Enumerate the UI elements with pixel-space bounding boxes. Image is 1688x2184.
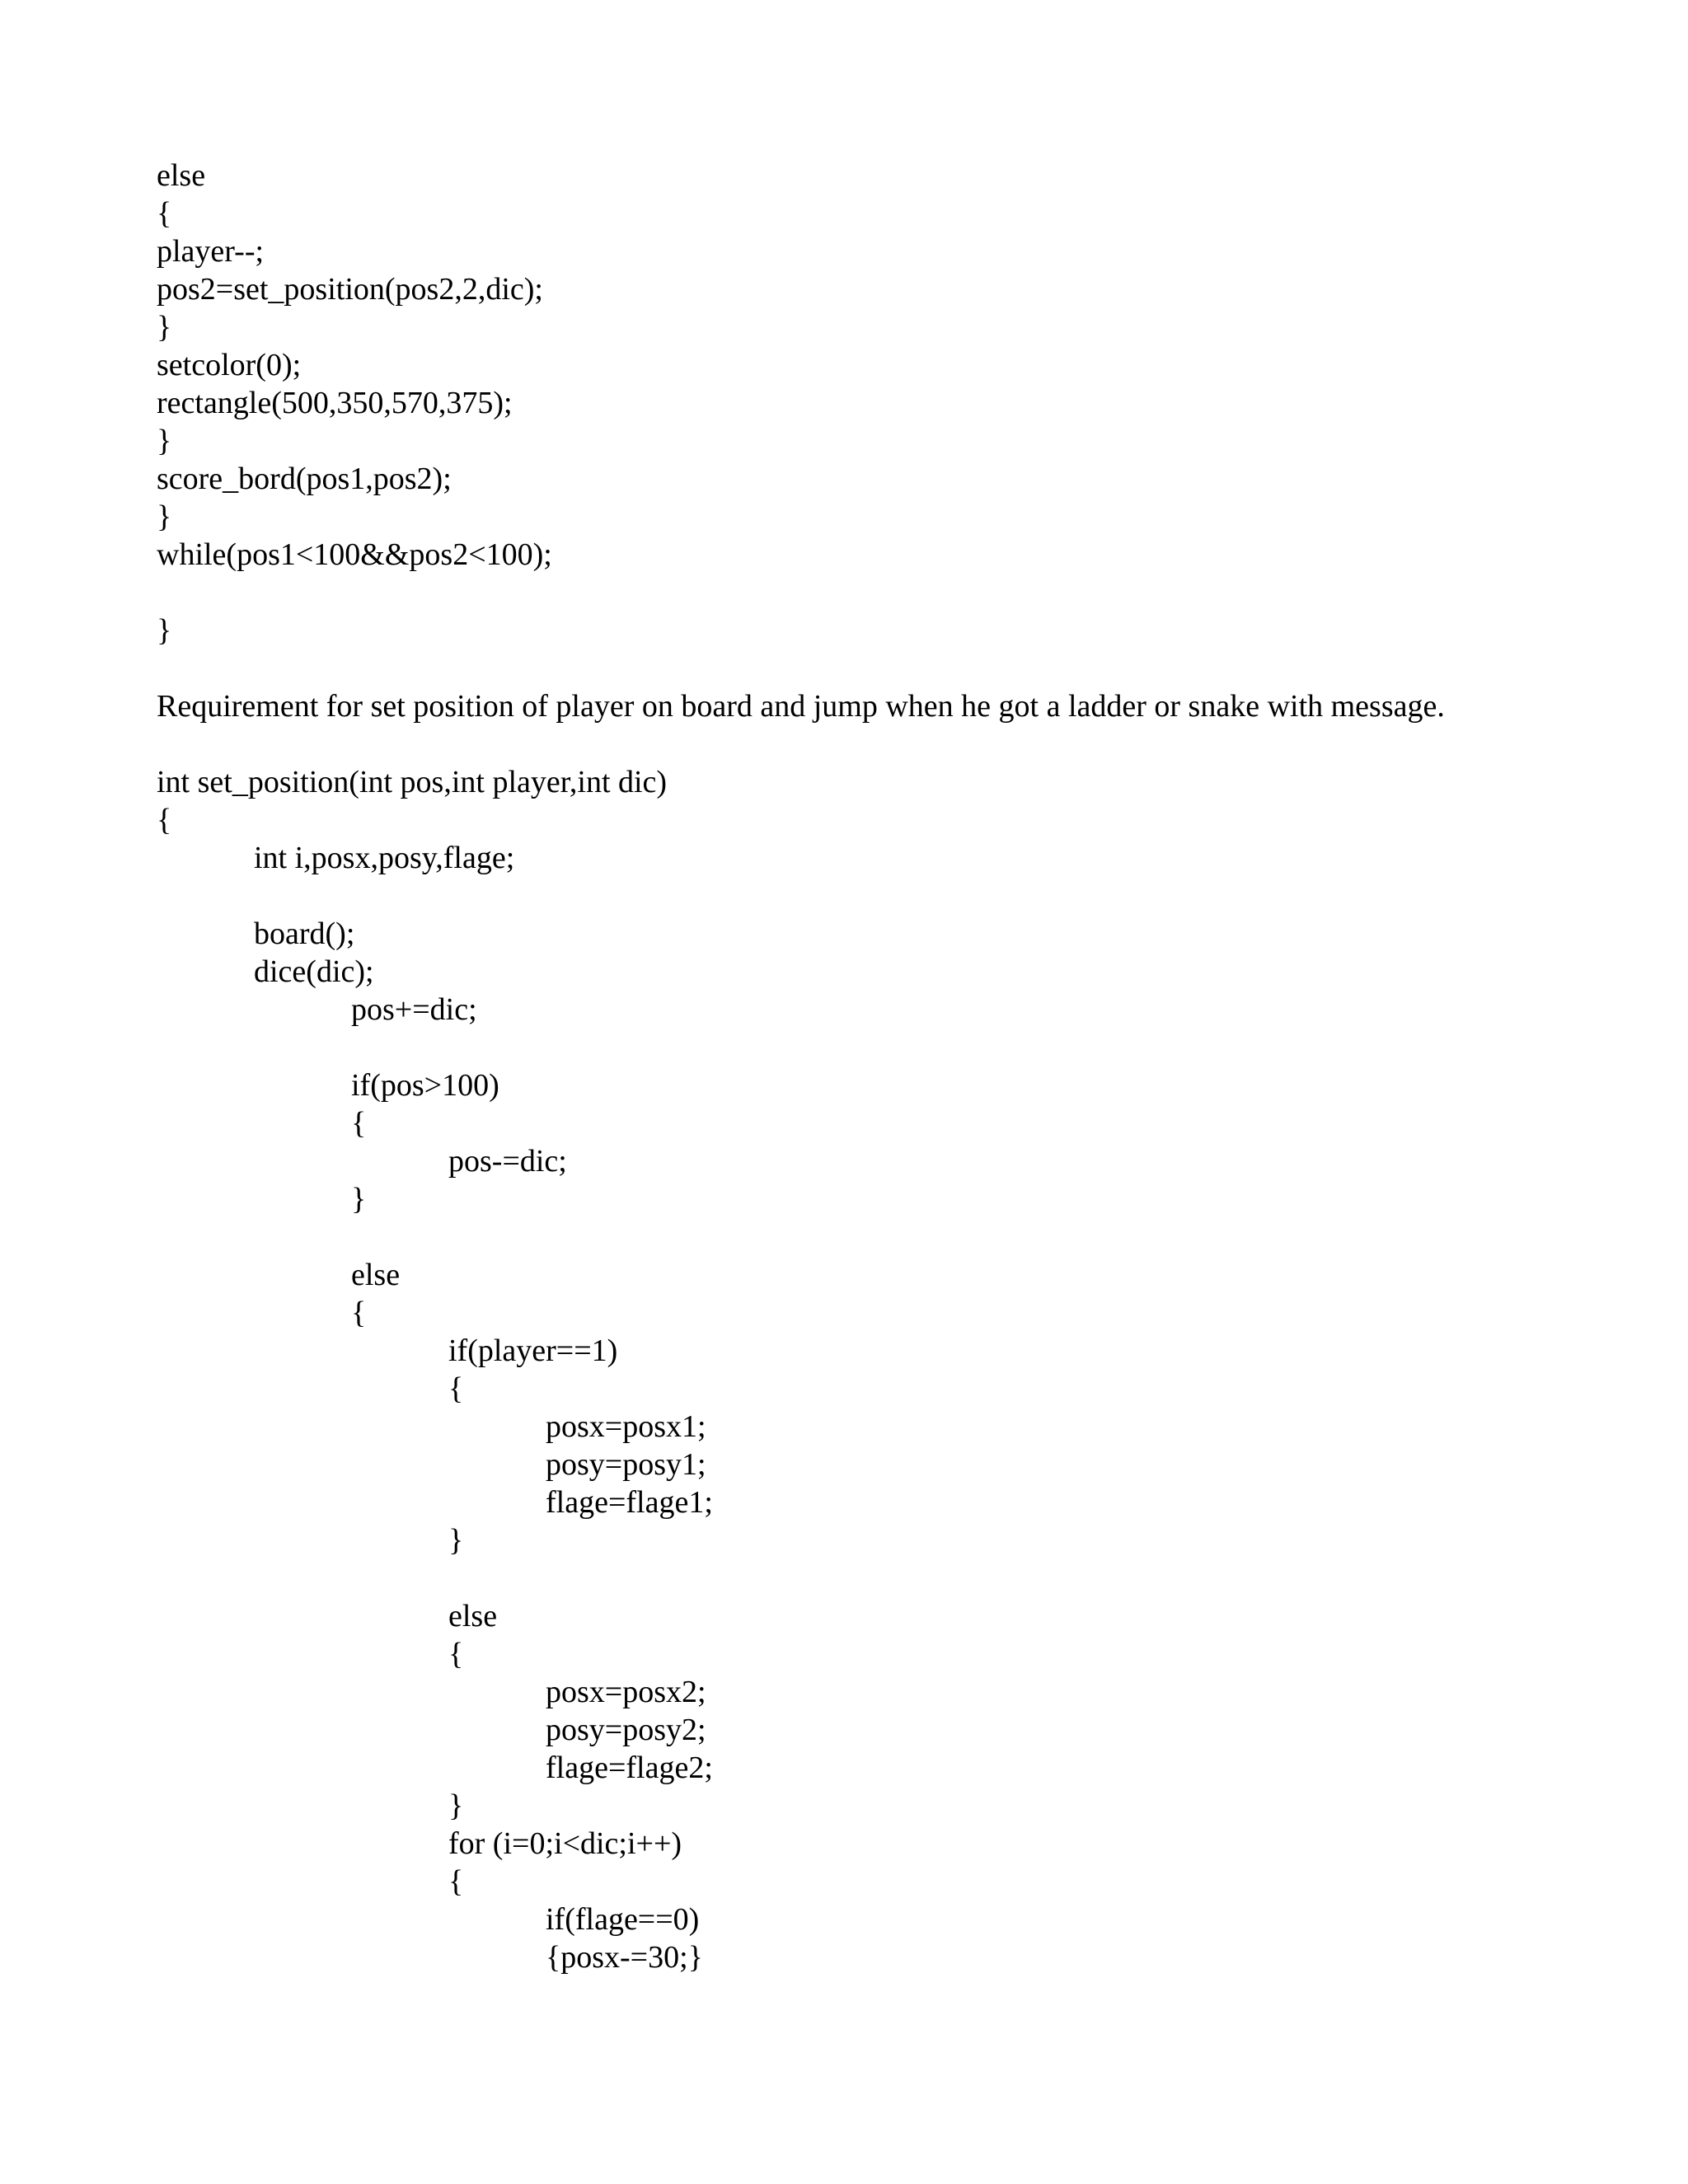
- code-line: {: [448, 1371, 464, 1406]
- code-line: flage=flage1;: [546, 1485, 713, 1520]
- blank-line: [157, 1559, 1558, 1597]
- code-line: pos-=dic;: [448, 1144, 567, 1179]
- code-line: flage=flage2;: [546, 1750, 713, 1785]
- code-line: posy=posy1;: [546, 1447, 706, 1482]
- code-block-1: [157, 157, 1558, 649]
- code-line: while(pos1<100&&pos2<100);: [157, 537, 552, 572]
- code-block-2: [157, 763, 1558, 1976]
- code-line: if(player==1): [448, 1333, 618, 1368]
- code-line: int set_position(int pos,int player,int dic): [157, 765, 668, 799]
- code-line: pos+=dic;: [351, 992, 477, 1027]
- requirement-paragraph: Requirement for set position of player on board and jump when he got a ladder or snake with message.: [157, 689, 1445, 724]
- blank-line: [157, 574, 1558, 612]
- code-line: {: [351, 1296, 367, 1330]
- code-line: setcolor(0);: [157, 348, 302, 382]
- code-line: }: [157, 499, 172, 534]
- blank-line: [157, 1029, 1558, 1066]
- code-line: for (i=0;i<dic;i++): [448, 1826, 682, 1861]
- blank-line: [157, 649, 1558, 687]
- blank-line: [157, 1218, 1558, 1256]
- code-line: posx=posx2;: [546, 1675, 706, 1709]
- code-line: if(pos>100): [351, 1068, 499, 1103]
- code-line: rectangle(500,350,570,375);: [157, 386, 513, 420]
- code-line: if(flage==0): [546, 1902, 700, 1937]
- document-body: [157, 157, 1558, 1976]
- code-line: player--;: [157, 234, 265, 269]
- code-line: }: [157, 310, 172, 344]
- code-line: else: [351, 1258, 401, 1292]
- code-line: posx=posx1;: [546, 1409, 706, 1444]
- code-line: }: [448, 1788, 464, 1823]
- code-line: else: [157, 158, 206, 193]
- code-line: dice(dic);: [254, 954, 374, 989]
- code-line: board();: [254, 916, 355, 951]
- code-line: {posx-=30;}: [546, 1940, 703, 1975]
- code-line: }: [351, 1182, 367, 1216]
- code-line: }: [448, 1523, 464, 1558]
- code-line: {: [448, 1864, 464, 1899]
- code-line: int i,posx,posy,flage;: [254, 841, 515, 875]
- code-line: score_bord(pos1,pos2);: [157, 462, 452, 496]
- code-line: {: [157, 196, 172, 231]
- code-line: {: [351, 1106, 367, 1141]
- code-line: else: [448, 1599, 498, 1633]
- code-line: {: [157, 803, 172, 837]
- code-line: {: [448, 1637, 464, 1671]
- blank-line: [157, 877, 1558, 915]
- blank-line: [157, 725, 1558, 763]
- code-line: }: [157, 424, 172, 458]
- code-line: posy=posy2;: [546, 1713, 706, 1747]
- code-line: pos2=set_position(pos2,2,dic);: [157, 272, 543, 307]
- code-line: }: [157, 613, 172, 648]
